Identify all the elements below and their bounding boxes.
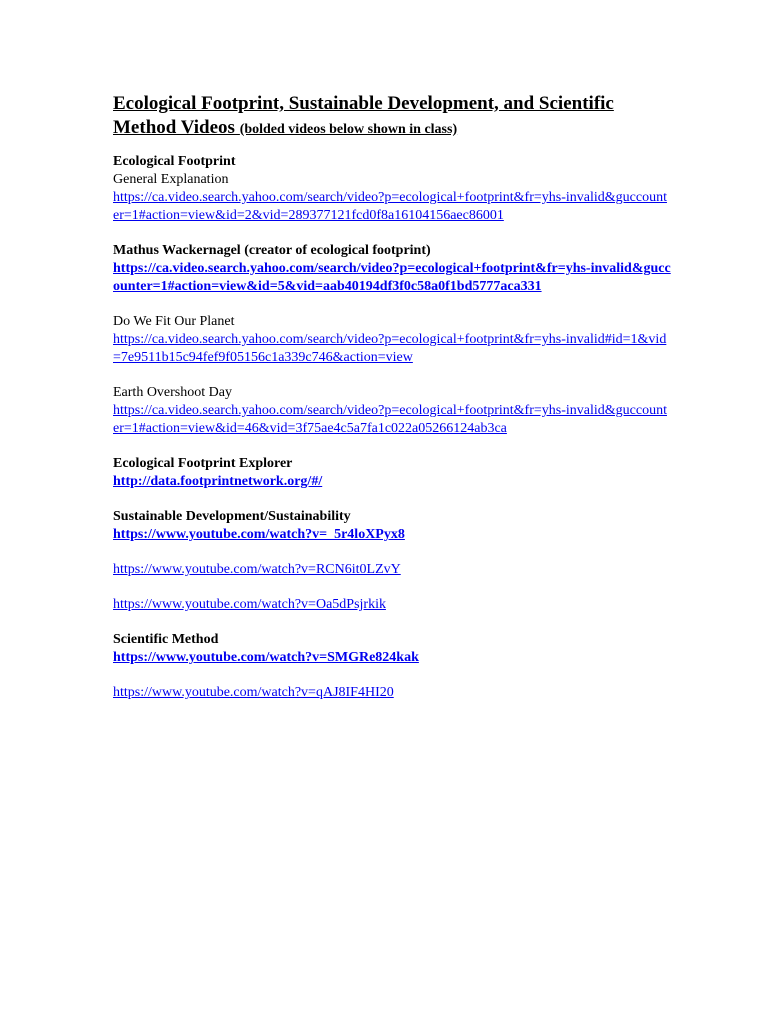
sustainability-video-link-1[interactable]: https://www.youtube.com/watch?v=_5r4loXPyx8 bbox=[113, 527, 405, 542]
section-heading-footprint-explorer: Ecological Footprint Explorer bbox=[113, 456, 293, 471]
do-we-fit-our-planet-label: Do We Fit Our Planet bbox=[113, 314, 235, 329]
scientific-method-link-1[interactable]: https://www.youtube.com/watch?v=SMGRe824kak bbox=[113, 650, 419, 665]
general-explanation-link[interactable]: https://ca.video.search.yahoo.com/search/video?p=ecological+footprint&fr=yhs-invalid&guccounter=1#action=view&id=2&vid=289377121fcd0f8a16104156aec86001 bbox=[113, 190, 667, 223]
section-heading-ecological-footprint: Ecological Footprint bbox=[113, 154, 236, 169]
section-footprint-explorer bbox=[113, 455, 673, 491]
general-explanation-label: General Explanation bbox=[113, 172, 229, 187]
section-heading-scientific-method: Scientific Method bbox=[113, 632, 219, 647]
earth-overshoot-day-label: Earth Overshoot Day bbox=[113, 385, 232, 400]
do-we-fit-our-planet-link[interactable]: https://ca.video.search.yahoo.com/search/video?p=ecological+footprint&fr=yhs-invalid#id=1&vid=7e9511b15c94fef9f05156c1a339c746&action=view bbox=[113, 332, 667, 365]
document-page bbox=[113, 92, 673, 719]
section-heading-sustainable-development: Sustainable Development/Sustainability bbox=[113, 509, 351, 524]
earth-overshoot-day-link[interactable]: https://ca.video.search.yahoo.com/search/video?p=ecological+footprint&fr=yhs-invalid&guccounter=1#action=view&id=46&vid=3f75ae4c5a7fa1c022a05266124ab3ca bbox=[113, 403, 667, 436]
footprint-explorer-link[interactable]: http://data.footprintnetwork.org/#/ bbox=[113, 474, 323, 489]
section-mathus-wackernagel bbox=[113, 242, 673, 296]
section-heading-mathus-wackernagel: Mathus Wackernagel (creator of ecological footprint) bbox=[113, 243, 431, 258]
sustainability-video-link-2[interactable]: https://www.youtube.com/watch?v=RCN6it0LZvY bbox=[113, 562, 401, 577]
document-title bbox=[113, 92, 673, 142]
section-do-we-fit-our-planet bbox=[113, 313, 673, 367]
section-earth-overshoot-day bbox=[113, 384, 673, 438]
section-sustainable-development bbox=[113, 508, 673, 544]
scientific-method-link-2[interactable]: https://www.youtube.com/watch?v=qAJ8IF4HI20 bbox=[113, 685, 394, 700]
section-scientific-method bbox=[113, 631, 673, 667]
document-title-main: Ecological Footprint, Sustainable Development, and Scientific Method Videos bbox=[113, 93, 614, 138]
sustainability-video-link-3[interactable]: https://www.youtube.com/watch?v=Oa5dPsjrkik bbox=[113, 597, 386, 612]
sustainability-video-2 bbox=[113, 561, 673, 579]
mathus-wackernagel-link[interactable]: https://ca.video.search.yahoo.com/search/video?p=ecological+footprint&fr=yhs-invalid&guccounter=1#action=view&id=5&vid=aab40194df3f0c58a0f1bd5777aca331 bbox=[113, 261, 671, 294]
sustainability-video-3 bbox=[113, 596, 673, 614]
section-ecological-footprint bbox=[113, 153, 673, 225]
document-title-note: (bolded videos below shown in class) bbox=[239, 122, 458, 137]
scientific-method-video-2 bbox=[113, 684, 673, 702]
